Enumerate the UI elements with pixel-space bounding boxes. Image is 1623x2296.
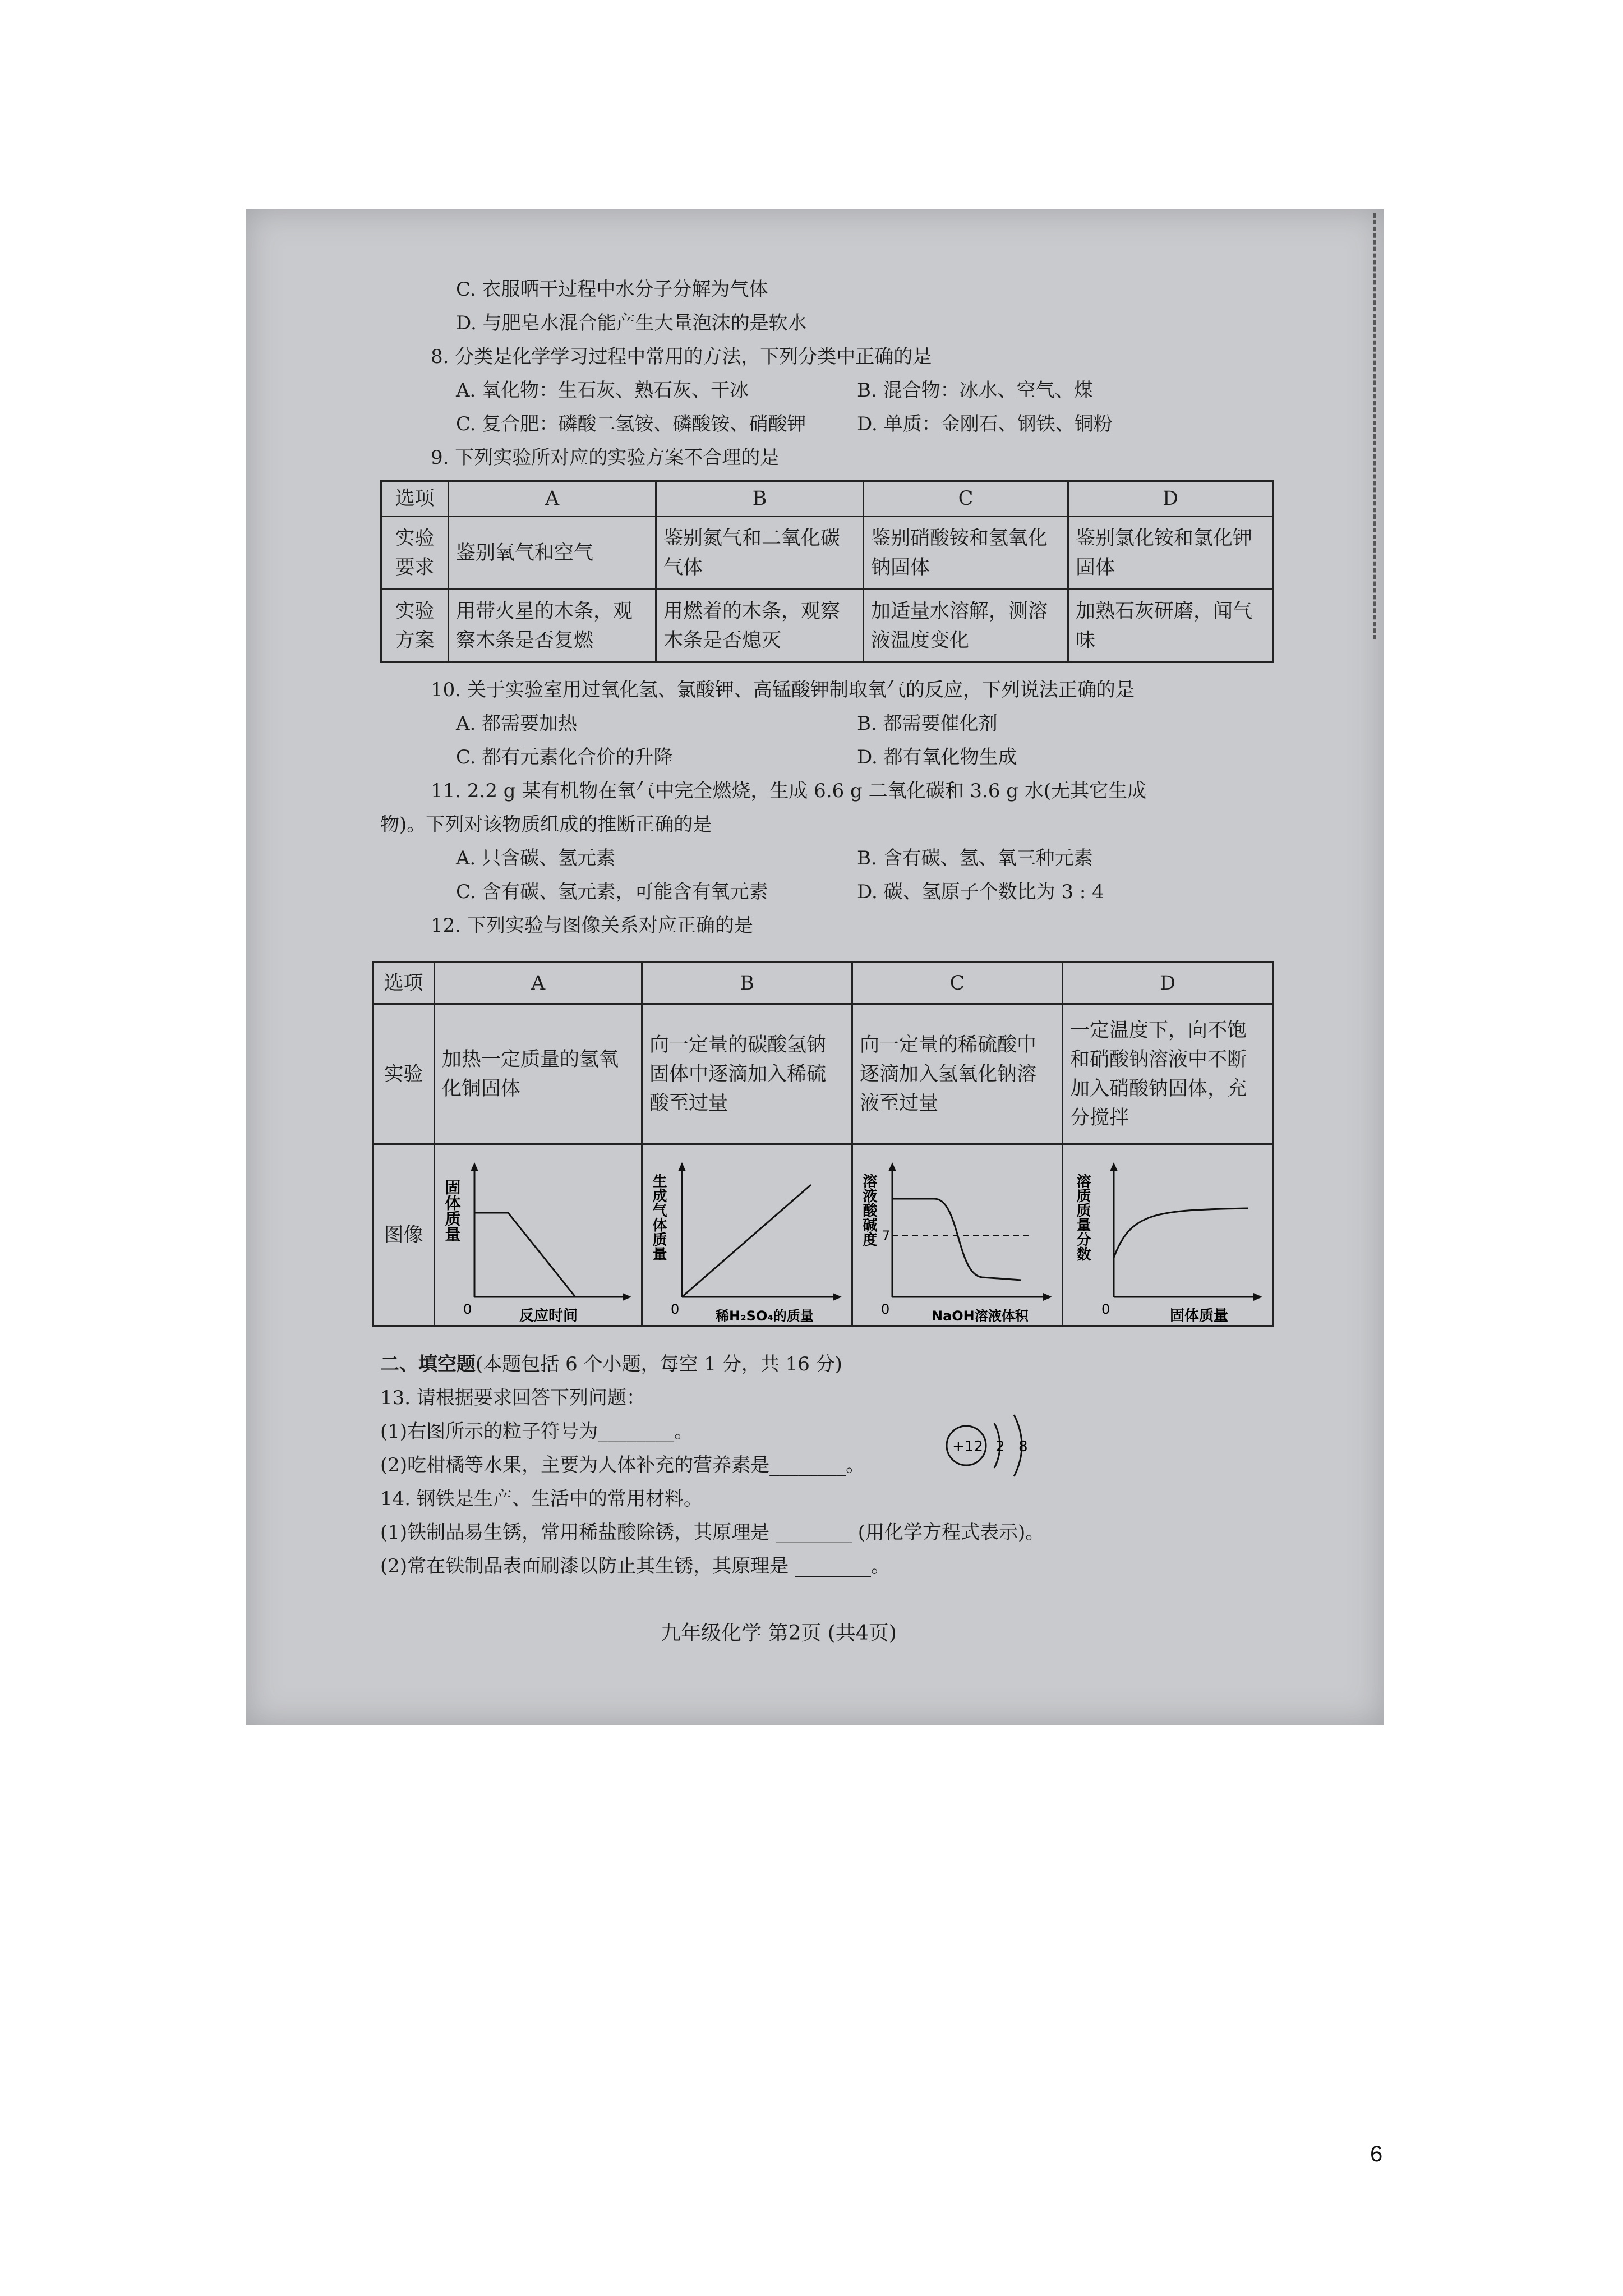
- x-label: NaOH溶液体积: [932, 1308, 1029, 1324]
- q9-header-cell: B: [656, 481, 864, 517]
- y-label: 生成气体质量: [650, 1173, 667, 1261]
- q12-header-cell: A: [435, 963, 642, 1004]
- q10-option-b: B. 都需要催化剂: [857, 712, 998, 735]
- origin-label: 0: [1101, 1301, 1110, 1317]
- q12-stem: 12. 下列实验与图像关系对应正确的是: [431, 914, 753, 937]
- q9-cell: 鉴别硝酸铵和氢氧化钠固体: [864, 517, 1068, 590]
- q12-table: [372, 961, 1274, 1327]
- curve: [474, 1213, 575, 1297]
- page-number: 6: [1370, 2142, 1383, 2166]
- q14-part2: (2)常在铁制品表面刷漆以防止其生锈，其原理是 ________。: [380, 1555, 890, 1577]
- q12-header-cell: 选项: [373, 963, 435, 1004]
- graph-b: [643, 1145, 849, 1325]
- q12-experiment-cell: 向一定量的碳酸氢钠固体中逐滴加入稀硫酸至过量: [642, 1004, 852, 1144]
- q9-plan-row: [381, 590, 1273, 662]
- q8-option-c: C. 复合肥：磷酸二氢铵、磷酸铵、硝酸钾: [456, 413, 806, 435]
- q9-header-cell: A: [449, 481, 656, 517]
- q10-stem: 10. 关于实验室用过氧化氢、氯酸钾、高锰酸钾制取氧气的反应，下列说法正确的是: [431, 679, 1135, 701]
- q12-graph-cell-b: [642, 1144, 852, 1326]
- q11-stem-line2: 物)。下列对该物质组成的推断正确的是: [380, 813, 712, 836]
- q10-option-d: D. 都有氧化物生成: [857, 746, 1017, 769]
- q8-stem: 8. 分类是化学学习过程中常用的方法，下列分类中正确的是: [431, 346, 932, 368]
- q9-cell: 加熟石灰研磨，闻气味: [1068, 590, 1273, 662]
- q8-option-b: B. 混合物：冰水、空气、煤: [857, 379, 1093, 402]
- q12-experiment-row: [373, 1004, 1273, 1144]
- exam-footer: 九年级化学 第2页 (共4页): [661, 1622, 897, 1645]
- q12-header-cell: D: [1063, 963, 1273, 1004]
- q9-cell: 加适量水溶解，测溶液温度变化: [864, 590, 1068, 662]
- q9-table: [380, 480, 1274, 663]
- q12-experiment-cell: 一定温度下，向不饱和硝酸钠溶液中不断加入硝酸钠固体，充分搅拌: [1063, 1004, 1273, 1144]
- q9-cell: 鉴别氮气和二氧化碳气体: [656, 517, 864, 590]
- section2-desc: (本题包括 6 个小题，每空 1 分，共 16 分): [476, 1353, 842, 1375]
- q9-cell: 用燃着的木条，观察木条是否熄灭: [656, 590, 864, 662]
- curve: [682, 1185, 811, 1297]
- perforation-edge: [1373, 213, 1376, 639]
- origin-label: 0: [881, 1301, 890, 1317]
- graph-a: [435, 1145, 637, 1325]
- q7-option-c: C. 衣服晒干过程中水分子分解为气体: [456, 278, 768, 301]
- q11-option-d: D. 碳、氢原子个数比为 3 : 4: [857, 881, 1104, 903]
- q12-row-label: 图像: [373, 1144, 435, 1326]
- q12-header-row: [373, 963, 1273, 1004]
- y-label: 溶质质量分数: [1074, 1173, 1091, 1261]
- q9-header-cell: D: [1068, 481, 1273, 517]
- q9-cell: 鉴别氯化铵和氯化钾固体: [1068, 517, 1273, 590]
- q12-header-cell: C: [852, 963, 1063, 1004]
- q12-graph-cell-a: [435, 1144, 642, 1326]
- q14-part1: (1)铁制品易生锈，常用稀盐酸除锈，其原理是 ________ (用化学方程式表示)。: [380, 1521, 1045, 1544]
- q8-option-a: A. 氧化物：生石灰、熟石灰、干冰: [456, 379, 749, 402]
- q12-graph-cell-c: [852, 1144, 1063, 1326]
- q8-option-d: D. 单质：金刚石、钢铁、铜粉: [857, 413, 1113, 435]
- curve: [892, 1199, 1021, 1280]
- q10-option-a: A. 都需要加热: [456, 712, 578, 735]
- y-axis-arrow: [678, 1162, 686, 1171]
- q9-cell: 用带火星的木条，观察木条是否复燃: [449, 590, 656, 662]
- shell-2-count: 8: [1018, 1438, 1028, 1455]
- nucleus-charge: +12: [952, 1438, 983, 1455]
- origin-label: 0: [463, 1301, 472, 1317]
- x-label: 固体质量: [1170, 1307, 1229, 1324]
- q13-part1: (1)右图所示的粒子符号为________。: [380, 1420, 694, 1443]
- q12-experiment-cell: 向一定量的稀硫酸中逐滴加入氢氧化钠溶液至过量: [852, 1004, 1063, 1144]
- q9-cell: 鉴别氧气和空气: [449, 517, 656, 590]
- q9-header-cell: 选项: [381, 481, 449, 517]
- y-axis-arrow: [1110, 1162, 1118, 1171]
- q12-graph-row: [373, 1144, 1273, 1326]
- atom-structure-diagram: [941, 1404, 1048, 1488]
- photographed-exam-page: [246, 209, 1384, 1725]
- q9-row-label: 实验方案: [381, 590, 449, 662]
- q11-option-a: A. 只含碳、氢元素: [456, 847, 616, 869]
- x-axis-arrow: [1253, 1293, 1262, 1301]
- q9-header-cell: C: [864, 481, 1068, 517]
- x-label: 反应时间: [519, 1307, 578, 1324]
- q9-stem: 9. 下列实验所对应的实验方案不合理的是: [431, 447, 780, 469]
- graph-c: [853, 1145, 1059, 1325]
- y-label: 溶液酸碱度: [860, 1173, 877, 1246]
- q11-option-c: C. 含有碳、氢元素，可能含有氧元素: [456, 881, 768, 903]
- x-axis-arrow: [1043, 1293, 1052, 1301]
- x-axis-arrow: [833, 1293, 842, 1301]
- q12-header-cell: B: [642, 963, 852, 1004]
- q11-option-b: B. 含有碳、氢、氧三种元素: [857, 847, 1093, 869]
- q9-requirement-row: [381, 517, 1273, 590]
- q12-row-label: 实验: [373, 1004, 435, 1144]
- q10-option-c: C. 都有元素化合价的升降: [456, 746, 673, 769]
- graph-d: [1063, 1145, 1270, 1325]
- section2-title: 二、填空题: [380, 1353, 476, 1375]
- curve: [1114, 1208, 1248, 1258]
- x-label: 稀H₂SO₄的质量: [716, 1308, 814, 1324]
- q12-graph-cell-d: [1063, 1144, 1273, 1326]
- q12-experiment-cell: 加热一定质量的氢氧化铜固体: [435, 1004, 642, 1144]
- y-label: 固体质量: [442, 1179, 462, 1242]
- shell-1-count: 2: [995, 1438, 1005, 1455]
- y-axis-arrow: [471, 1162, 478, 1171]
- q9-row-label: 实验要求: [381, 517, 449, 590]
- q9-header-row: [381, 481, 1273, 517]
- q13-part2: (2)吃柑橘等水果，主要为人体补充的营养素是________。: [380, 1454, 865, 1476]
- q14-stem: 14. 钢铁是生产、生活中的常用材料。: [380, 1488, 703, 1510]
- q7-option-d: D. 与肥皂水混合能产生大量泡沫的是软水: [456, 312, 807, 334]
- y-axis-arrow: [888, 1162, 896, 1171]
- section2-heading: [380, 1353, 842, 1375]
- q13-stem: 13. 请根据要求回答下列问题：: [380, 1387, 645, 1409]
- x-axis-arrow: [623, 1293, 631, 1301]
- q11-stem-line1: 11. 2.2 g 某有机物在氧气中完全燃烧，生成 6.6 g 二氧化碳和 3.6 g 水(无其它生成: [431, 780, 1147, 802]
- origin-label: 0: [671, 1301, 680, 1317]
- ph7-label: 7: [882, 1228, 890, 1243]
